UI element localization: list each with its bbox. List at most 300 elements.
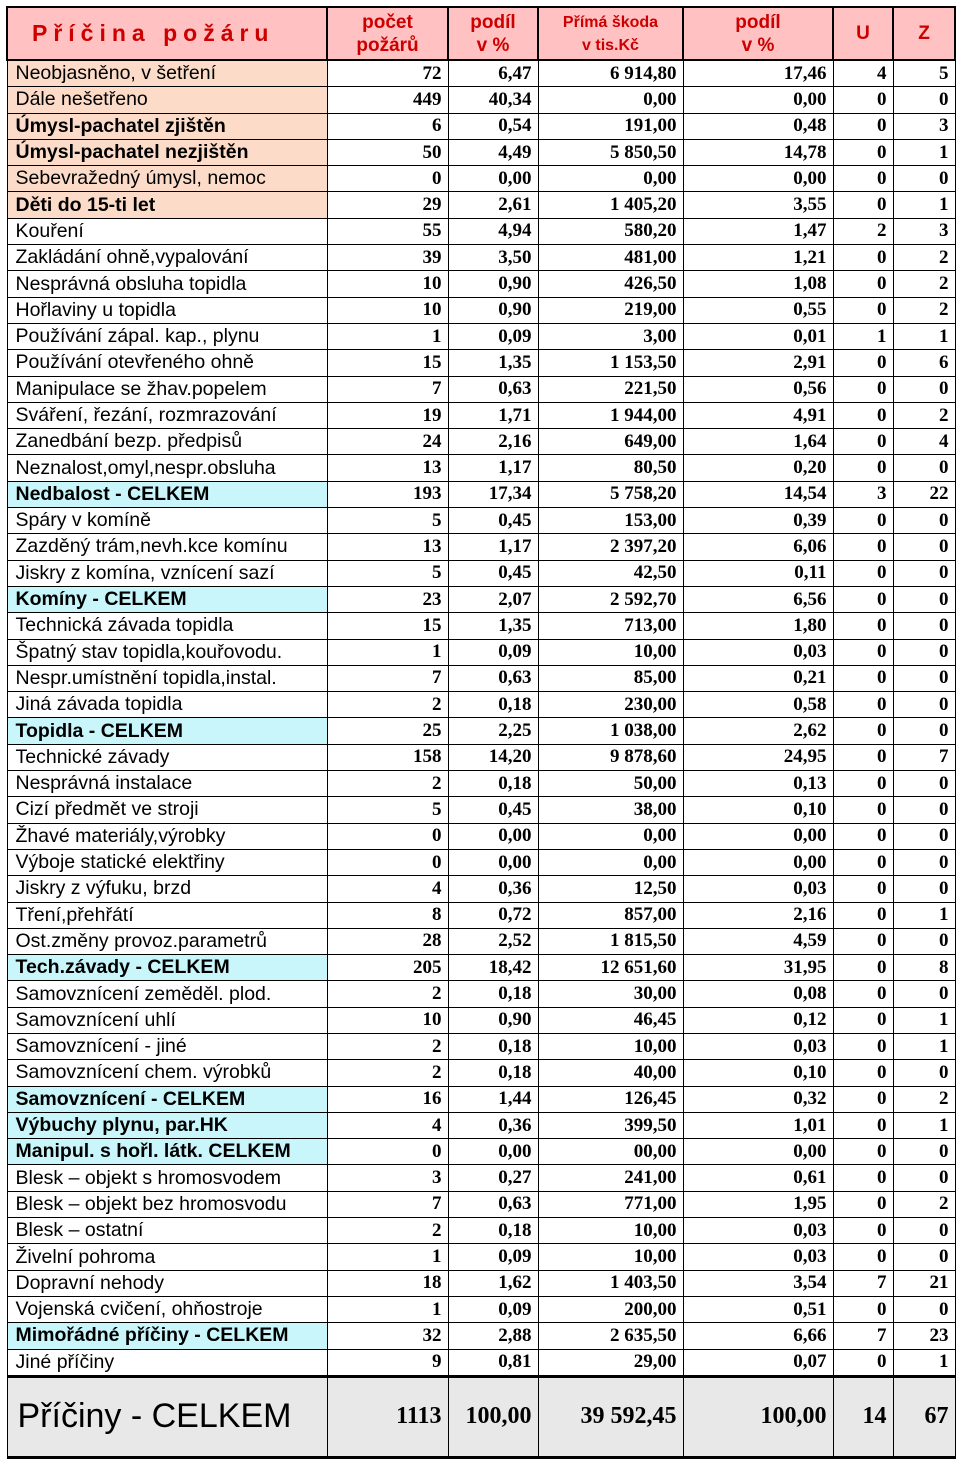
- z-cell: 0: [893, 1060, 955, 1086]
- share1-cell: 0,27: [448, 1165, 538, 1191]
- z-cell: 1: [893, 902, 955, 928]
- cause-cell: Nesprávná instalace: [7, 771, 327, 797]
- cause-cell: Zanedbání bezp. předpisů: [7, 429, 327, 455]
- table-row: [7, 323, 955, 349]
- u-cell: 7: [833, 1323, 893, 1349]
- share2-cell: 0,12: [683, 1007, 833, 1033]
- z-cell: 2: [893, 271, 955, 297]
- share2-cell: 0,55: [683, 297, 833, 323]
- share1-cell: 4,94: [448, 218, 538, 244]
- table-body: [7, 60, 955, 1376]
- share2-cell: 0,00: [683, 87, 833, 113]
- header-count-line2: požárů: [356, 34, 419, 56]
- table-row: [7, 1060, 955, 1086]
- share2-cell: 31,95: [683, 955, 833, 981]
- damage-cell: 857,00: [538, 902, 683, 928]
- damage-cell: 713,00: [538, 613, 683, 639]
- total-share2: 100,00: [683, 1376, 833, 1457]
- cause-cell: Tech.závady - CELKEM: [7, 955, 327, 981]
- cause-cell: Kouření: [7, 218, 327, 244]
- table-row: [7, 1191, 955, 1217]
- count-cell: 0: [327, 166, 448, 192]
- count-cell: 1: [327, 323, 448, 349]
- share2-cell: 1,95: [683, 1191, 833, 1217]
- table-row: [7, 1139, 955, 1165]
- share2-cell: 0,07: [683, 1349, 833, 1376]
- share1-cell: 3,50: [448, 245, 538, 271]
- count-cell: 18: [327, 1270, 448, 1296]
- damage-cell: 10,00: [538, 1033, 683, 1059]
- u-cell: 0: [833, 1086, 893, 1112]
- cause-cell: Ost.změny provoz.parametrů: [7, 928, 327, 954]
- table-row: [7, 613, 955, 639]
- z-cell: 0: [893, 771, 955, 797]
- share2-cell: 0,00: [683, 849, 833, 875]
- z-cell: 0: [893, 1139, 955, 1165]
- share2-cell: 0,00: [683, 1139, 833, 1165]
- u-cell: 0: [833, 849, 893, 875]
- count-cell: 72: [327, 60, 448, 87]
- z-cell: 4: [893, 429, 955, 455]
- damage-cell: 481,00: [538, 245, 683, 271]
- count-cell: 15: [327, 350, 448, 376]
- share1-cell: 2,61: [448, 192, 538, 218]
- share1-cell: 0,18: [448, 1060, 538, 1086]
- damage-cell: 649,00: [538, 429, 683, 455]
- u-cell: 0: [833, 771, 893, 797]
- count-cell: 55: [327, 218, 448, 244]
- share2-cell: 0,03: [683, 1033, 833, 1059]
- count-cell: 1: [327, 1244, 448, 1270]
- share2-cell: 3,54: [683, 1270, 833, 1296]
- table-row: [7, 245, 955, 271]
- u-cell: 2: [833, 218, 893, 244]
- count-cell: 449: [327, 87, 448, 113]
- table-row: [7, 744, 955, 770]
- damage-cell: 153,00: [538, 508, 683, 534]
- z-cell: 1: [893, 1112, 955, 1138]
- count-cell: 193: [327, 481, 448, 507]
- damage-cell: 219,00: [538, 297, 683, 323]
- count-cell: 7: [327, 376, 448, 402]
- u-cell: 0: [833, 166, 893, 192]
- damage-cell: 230,00: [538, 692, 683, 718]
- header-u: U: [833, 7, 893, 60]
- count-cell: 9: [327, 1349, 448, 1376]
- table-row: [7, 560, 955, 586]
- count-cell: 13: [327, 455, 448, 481]
- share2-cell: 0,51: [683, 1296, 833, 1322]
- share1-cell: 0,90: [448, 1007, 538, 1033]
- z-cell: 0: [893, 718, 955, 744]
- share1-cell: 0,00: [448, 823, 538, 849]
- cause-cell: Vojenská cvičení, ohňostroje: [7, 1296, 327, 1322]
- share2-cell: 0,32: [683, 1086, 833, 1112]
- cause-cell: Používání zápal. kap., plynu: [7, 323, 327, 349]
- count-cell: 4: [327, 876, 448, 902]
- cause-cell: Výboje statické elektřiny: [7, 849, 327, 875]
- table-row: [7, 402, 955, 428]
- count-cell: 2: [327, 692, 448, 718]
- cause-cell: Topidla - CELKEM: [7, 718, 327, 744]
- share2-cell: 2,16: [683, 902, 833, 928]
- share2-cell: 0,61: [683, 1165, 833, 1191]
- damage-cell: 191,00: [538, 113, 683, 139]
- u-cell: 0: [833, 139, 893, 165]
- z-cell: 0: [893, 928, 955, 954]
- z-cell: 3: [893, 218, 955, 244]
- table-row: [7, 376, 955, 402]
- z-cell: 2: [893, 402, 955, 428]
- u-cell: 0: [833, 455, 893, 481]
- count-cell: 39: [327, 245, 448, 271]
- cause-cell: Používání otevřeného ohně: [7, 350, 327, 376]
- damage-cell: 42,50: [538, 560, 683, 586]
- header-damage-line2: v tis.Kč: [582, 36, 639, 54]
- z-cell: 22: [893, 481, 955, 507]
- share2-cell: 14,78: [683, 139, 833, 165]
- z-cell: 0: [893, 665, 955, 691]
- damage-cell: 50,00: [538, 771, 683, 797]
- share2-cell: 0,56: [683, 376, 833, 402]
- z-cell: 2: [893, 1086, 955, 1112]
- damage-cell: 9 878,60: [538, 744, 683, 770]
- count-cell: 6: [327, 113, 448, 139]
- z-cell: 0: [893, 534, 955, 560]
- share1-cell: 6,47: [448, 60, 538, 87]
- share1-cell: 0,36: [448, 1112, 538, 1138]
- damage-cell: 1 403,50: [538, 1270, 683, 1296]
- count-cell: 13: [327, 534, 448, 560]
- count-cell: 2: [327, 771, 448, 797]
- cause-cell: Výbuchy plynu, par.HK: [7, 1112, 327, 1138]
- header-share1-line1: podíl: [470, 11, 516, 33]
- damage-cell: 126,45: [538, 1086, 683, 1112]
- share1-cell: 17,34: [448, 481, 538, 507]
- count-cell: 2: [327, 1060, 448, 1086]
- u-cell: 0: [833, 797, 893, 823]
- z-cell: 23: [893, 1323, 955, 1349]
- share1-cell: 0,90: [448, 271, 538, 297]
- cause-cell: Technické závady: [7, 744, 327, 770]
- cause-cell: Blesk – objekt s hromosvodem: [7, 1165, 327, 1191]
- share2-cell: 0,03: [683, 876, 833, 902]
- damage-cell: 12 651,60: [538, 955, 683, 981]
- count-cell: 0: [327, 849, 448, 875]
- table-row: [7, 166, 955, 192]
- share1-cell: 2,25: [448, 718, 538, 744]
- table-row: [7, 771, 955, 797]
- share1-cell: 0,63: [448, 665, 538, 691]
- u-cell: 0: [833, 508, 893, 534]
- share1-cell: 2,52: [448, 928, 538, 954]
- z-cell: 0: [893, 849, 955, 875]
- share2-cell: 0,03: [683, 1244, 833, 1270]
- z-cell: 1: [893, 139, 955, 165]
- damage-cell: 1 944,00: [538, 402, 683, 428]
- damage-cell: 1 815,50: [538, 928, 683, 954]
- cause-cell: Jiskry z výfuku, brzd: [7, 876, 327, 902]
- share2-cell: 0,39: [683, 508, 833, 534]
- share1-cell: 1,17: [448, 455, 538, 481]
- share2-cell: 1,21: [683, 245, 833, 271]
- u-cell: 0: [833, 1218, 893, 1244]
- share2-cell: 1,64: [683, 429, 833, 455]
- table-row: [7, 192, 955, 218]
- table-row: [7, 1349, 955, 1376]
- share1-cell: 0,09: [448, 639, 538, 665]
- cause-cell: Neobjasněno, v šetření: [7, 60, 327, 87]
- u-cell: 0: [833, 928, 893, 954]
- z-cell: 0: [893, 692, 955, 718]
- table-row: [7, 508, 955, 534]
- count-cell: 10: [327, 271, 448, 297]
- u-cell: 0: [833, 1139, 893, 1165]
- share1-cell: 0,36: [448, 876, 538, 902]
- u-cell: 0: [833, 613, 893, 639]
- count-cell: 4: [327, 1112, 448, 1138]
- share1-cell: 0,00: [448, 849, 538, 875]
- table-row: [7, 350, 955, 376]
- count-cell: 3: [327, 1165, 448, 1191]
- cause-cell: Manipulace se žhav.popelem: [7, 376, 327, 402]
- table-row: [7, 1218, 955, 1244]
- total-row: [7, 1376, 955, 1457]
- share1-cell: 0,18: [448, 1218, 538, 1244]
- z-cell: 0: [893, 981, 955, 1007]
- total-u: 14: [833, 1376, 893, 1457]
- damage-cell: 10,00: [538, 1244, 683, 1270]
- u-cell: 1: [833, 323, 893, 349]
- damage-cell: 0,00: [538, 849, 683, 875]
- damage-cell: 426,50: [538, 271, 683, 297]
- header-share1: [448, 7, 538, 60]
- z-cell: 1: [893, 323, 955, 349]
- cause-cell: Manipul. s hořl. látk. CELKEM: [7, 1139, 327, 1165]
- table-row: [7, 797, 955, 823]
- damage-cell: 38,00: [538, 797, 683, 823]
- z-cell: 0: [893, 586, 955, 612]
- table-row: [7, 718, 955, 744]
- damage-cell: 771,00: [538, 1191, 683, 1217]
- share1-cell: 0,18: [448, 1033, 538, 1059]
- count-cell: 2: [327, 981, 448, 1007]
- damage-cell: 12,50: [538, 876, 683, 902]
- cause-cell: Samovznícení - CELKEM: [7, 1086, 327, 1112]
- z-cell: 1: [893, 192, 955, 218]
- share2-cell: 2,91: [683, 350, 833, 376]
- damage-cell: 2 397,20: [538, 534, 683, 560]
- count-cell: 10: [327, 297, 448, 323]
- cause-cell: Neznalost,omyl,nespr.obsluha: [7, 455, 327, 481]
- table-row: [7, 928, 955, 954]
- table-row: [7, 139, 955, 165]
- u-cell: 0: [833, 718, 893, 744]
- share1-cell: 0,45: [448, 508, 538, 534]
- u-cell: 0: [833, 1165, 893, 1191]
- z-cell: 1: [893, 1349, 955, 1376]
- cause-cell: Děti do 15-ti let: [7, 192, 327, 218]
- share2-cell: 0,13: [683, 771, 833, 797]
- share1-cell: 0,90: [448, 297, 538, 323]
- total-count: 1113: [327, 1376, 448, 1457]
- u-cell: 0: [833, 744, 893, 770]
- cause-cell: Nesprávná obsluha topidla: [7, 271, 327, 297]
- u-cell: 0: [833, 981, 893, 1007]
- header-share2-line1: podíl: [735, 11, 781, 33]
- u-cell: 0: [833, 534, 893, 560]
- z-cell: 0: [893, 1165, 955, 1191]
- total-share1: 100,00: [448, 1376, 538, 1457]
- damage-cell: 580,20: [538, 218, 683, 244]
- u-cell: 0: [833, 665, 893, 691]
- damage-cell: 3,00: [538, 323, 683, 349]
- cause-cell: Mimořádné příčiny - CELKEM: [7, 1323, 327, 1349]
- cause-cell: Samovznícení zeměděl. plod.: [7, 981, 327, 1007]
- count-cell: 19: [327, 402, 448, 428]
- cause-cell: Jiné příčiny: [7, 1349, 327, 1376]
- cause-cell: Úmysl-pachatel nezjištěn: [7, 139, 327, 165]
- count-cell: 10: [327, 1007, 448, 1033]
- table-row: [7, 481, 955, 507]
- share2-cell: 0,48: [683, 113, 833, 139]
- u-cell: 0: [833, 350, 893, 376]
- share2-cell: 0,11: [683, 560, 833, 586]
- share2-cell: 0,03: [683, 1218, 833, 1244]
- header-share2: [683, 7, 833, 60]
- damage-cell: 0,00: [538, 87, 683, 113]
- table-row: [7, 1296, 955, 1322]
- damage-cell: 5 758,20: [538, 481, 683, 507]
- cause-cell: Jiskry z komína, vznícení sazí: [7, 560, 327, 586]
- damage-cell: 46,45: [538, 1007, 683, 1033]
- count-cell: 28: [327, 928, 448, 954]
- share2-cell: 1,08: [683, 271, 833, 297]
- cause-cell: Nespr.umístnění topidla,instal.: [7, 665, 327, 691]
- share2-cell: 0,10: [683, 797, 833, 823]
- z-cell: 6: [893, 350, 955, 376]
- share1-cell: 0,00: [448, 1139, 538, 1165]
- header-damage: [538, 7, 683, 60]
- share2-cell: 2,62: [683, 718, 833, 744]
- u-cell: 0: [833, 376, 893, 402]
- share2-cell: 0,58: [683, 692, 833, 718]
- share1-cell: 0,63: [448, 376, 538, 402]
- u-cell: 0: [833, 429, 893, 455]
- cause-cell: Zazděný trám,nevh.kce komínu: [7, 534, 327, 560]
- u-cell: 0: [833, 1060, 893, 1086]
- u-cell: 0: [833, 876, 893, 902]
- header-share2-line2: v %: [741, 34, 775, 56]
- cause-cell: Živelní pohroma: [7, 1244, 327, 1270]
- share1-cell: 2,16: [448, 429, 538, 455]
- u-cell: 0: [833, 955, 893, 981]
- cause-cell: Špatný stav topidla,kouřovodu.: [7, 639, 327, 665]
- table-row: [7, 1033, 955, 1059]
- share1-cell: 40,34: [448, 87, 538, 113]
- z-cell: 0: [893, 166, 955, 192]
- cause-cell: Blesk – ostatní: [7, 1218, 327, 1244]
- share1-cell: 4,49: [448, 139, 538, 165]
- share2-cell: 24,95: [683, 744, 833, 770]
- share1-cell: 1,71: [448, 402, 538, 428]
- share1-cell: 0,09: [448, 323, 538, 349]
- z-cell: 0: [893, 508, 955, 534]
- share2-cell: 3,55: [683, 192, 833, 218]
- count-cell: 5: [327, 797, 448, 823]
- share1-cell: 1,35: [448, 613, 538, 639]
- table-row: [7, 1270, 955, 1296]
- damage-cell: 40,00: [538, 1060, 683, 1086]
- u-cell: 0: [833, 113, 893, 139]
- table-row: [7, 271, 955, 297]
- cause-cell: Technická závada topidla: [7, 613, 327, 639]
- u-cell: 7: [833, 1270, 893, 1296]
- z-cell: 0: [893, 1296, 955, 1322]
- header-share1-line2: v %: [476, 34, 510, 56]
- table-row: [7, 113, 955, 139]
- u-cell: 0: [833, 1033, 893, 1059]
- cause-cell: Sváření, řezání, rozmrazování: [7, 402, 327, 428]
- z-cell: 8: [893, 955, 955, 981]
- damage-cell: 80,50: [538, 455, 683, 481]
- u-cell: 0: [833, 87, 893, 113]
- share1-cell: 0,00: [448, 166, 538, 192]
- count-cell: 8: [327, 902, 448, 928]
- share2-cell: 0,00: [683, 166, 833, 192]
- table-row: [7, 1165, 955, 1191]
- count-cell: 15: [327, 613, 448, 639]
- share2-cell: 0,03: [683, 639, 833, 665]
- damage-cell: 6 914,80: [538, 60, 683, 87]
- share1-cell: 0,54: [448, 113, 538, 139]
- damage-cell: 399,50: [538, 1112, 683, 1138]
- table-row: [7, 429, 955, 455]
- damage-cell: 10,00: [538, 1218, 683, 1244]
- table-row: [7, 1244, 955, 1270]
- count-cell: 158: [327, 744, 448, 770]
- table-row: [7, 692, 955, 718]
- table-row: [7, 60, 955, 87]
- count-cell: 16: [327, 1086, 448, 1112]
- count-cell: 24: [327, 429, 448, 455]
- share2-cell: 1,01: [683, 1112, 833, 1138]
- count-cell: 7: [327, 665, 448, 691]
- cause-cell: Jiná závada topidla: [7, 692, 327, 718]
- u-cell: 3: [833, 481, 893, 507]
- share1-cell: 0,45: [448, 560, 538, 586]
- damage-cell: 241,00: [538, 1165, 683, 1191]
- damage-cell: 1 405,20: [538, 192, 683, 218]
- total-name: Příčiny - CELKEM: [7, 1376, 327, 1457]
- count-cell: 2: [327, 1033, 448, 1059]
- z-cell: 0: [893, 613, 955, 639]
- cause-cell: Dále nešetřeno: [7, 87, 327, 113]
- share1-cell: 1,44: [448, 1086, 538, 1112]
- share1-cell: 18,42: [448, 955, 538, 981]
- cause-cell: Zakládání ohně,vypalování: [7, 245, 327, 271]
- table-row: [7, 823, 955, 849]
- cause-cell: Spáry v komíně: [7, 508, 327, 534]
- damage-cell: 1 153,50: [538, 350, 683, 376]
- table-row: [7, 218, 955, 244]
- cause-cell: Hořlaviny u topidla: [7, 297, 327, 323]
- cause-cell: Samovznícení uhlí: [7, 1007, 327, 1033]
- count-cell: 2: [327, 1218, 448, 1244]
- count-cell: 32: [327, 1323, 448, 1349]
- damage-cell: 1 038,00: [538, 718, 683, 744]
- z-cell: 0: [893, 823, 955, 849]
